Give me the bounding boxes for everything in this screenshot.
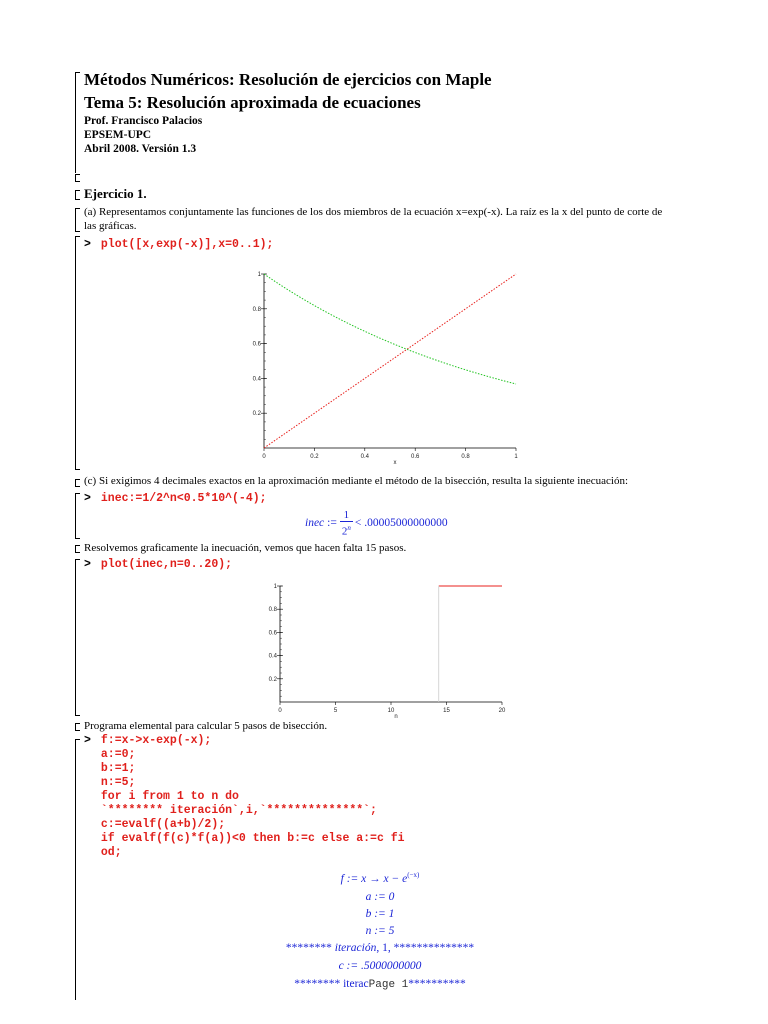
text-bracket	[75, 208, 80, 232]
x-tick-label: 0.6	[411, 454, 420, 460]
command-bisection-program[interactable]	[101, 734, 405, 860]
fraction	[340, 509, 353, 538]
x-tick-label: 0	[262, 454, 266, 460]
fraction-numerator: 1	[343, 508, 350, 521]
institution: EPSEM-UPC	[84, 129, 152, 141]
page-footer: Page 1	[368, 979, 409, 991]
code-line[interactable]: od;	[100, 846, 122, 859]
y-tick-label: 0.4	[252, 376, 261, 383]
code-line[interactable]: for i from 1 to n do	[100, 790, 239, 803]
code-line[interactable]: c:=evalf((a+b)/2);	[100, 818, 226, 831]
y-tick-label: 0.2	[268, 676, 277, 683]
date-version: Abril 2008. Versión 1.3	[84, 143, 197, 155]
author: Prof. Francisco Palacios	[84, 115, 203, 127]
x-tick-label: 0.4	[360, 454, 369, 460]
output-b: b := 1	[365, 908, 395, 920]
y-tick-label: 1	[273, 584, 277, 590]
section-bracket	[75, 72, 80, 173]
x-tick-label: 15	[443, 708, 450, 714]
paragraph-a	[84, 205, 724, 233]
output-n: n := 5	[365, 925, 395, 937]
output-c: c := .5000000000	[338, 960, 422, 972]
series-line	[264, 274, 516, 384]
series-line	[264, 274, 516, 448]
exercise-heading: Ejercicio 1.	[84, 186, 147, 201]
y-tick-label: 0.6	[252, 341, 261, 348]
plot-inequality	[250, 578, 520, 718]
x-tick-label: 0.2	[310, 454, 319, 460]
x-tick-label: 0	[278, 708, 282, 714]
code-line[interactable]: a:=0;	[100, 748, 136, 761]
command-inequality[interactable]: inec:=1/2^n<0.5*10^(-4);	[100, 492, 267, 505]
x-tick-label: 5	[333, 708, 338, 714]
x-tick-label: 0.8	[461, 454, 470, 460]
y-tick-label: 0.2	[252, 411, 261, 418]
paragraph-a-line2: las gráficas.	[84, 220, 137, 232]
x-tick-label: 10	[387, 708, 395, 714]
assign-symbol: :=	[327, 517, 337, 529]
prompt-symbol: >	[84, 734, 91, 747]
code-line[interactable]: `******** iteración`,i,`**************`;	[100, 804, 377, 817]
code-line[interactable]: if evalf(f(c)*f(a))<0 then b:=c else a:=c fi	[100, 832, 405, 845]
exec-group-bracket	[75, 236, 80, 470]
x-tick-label: 20	[498, 708, 506, 714]
inequality-rhs: < .00005000000000	[354, 517, 448, 529]
heading-bracket	[75, 190, 80, 200]
input-line-3[interactable]	[84, 554, 232, 572]
paragraph-a-line1: (a) Representamos conjuntamente las funciones de los dos miembros de la ecuación x=exp(-x). La raíz es la x del punto de corte de	[84, 206, 663, 218]
paragraph-d: Resolvemos graficamente la inecuación, vemos que hacen falta 15 pasos.	[84, 542, 407, 554]
command-plot-2[interactable]: plot(inec,n=0..20);	[100, 558, 233, 571]
output-f: f := $x \to x - e^{(-x)}$	[340, 871, 420, 885]
input-line-2[interactable]	[84, 488, 267, 506]
title-topic: Tema 5: Resolución aproximada de ecuaciones	[84, 93, 421, 112]
paragraph-e: Programa elemental para calcular 5 pasos de bisección.	[84, 720, 328, 732]
y-tick-label: 0.8	[268, 607, 277, 614]
x-axis-label: n	[394, 714, 398, 720]
prompt-symbol: >	[84, 238, 91, 251]
code-line[interactable]: n:=5;	[100, 776, 136, 789]
text-bracket	[75, 723, 80, 731]
output-var: inec	[305, 517, 325, 529]
title-main: Métodos Numéricos: Resolución de ejercicios con Maple	[84, 70, 492, 89]
x-tick-label: 1	[514, 454, 518, 460]
input-line-1[interactable]	[84, 234, 273, 252]
text-bracket	[75, 479, 80, 487]
code-line[interactable]: f:=x->x-exp(-x);	[100, 734, 212, 747]
text-bracket	[75, 545, 80, 553]
output-iteration-2: ******** iteracPage 1**********	[294, 978, 466, 991]
output-iteration-1: ******** iteración, 1, **************	[285, 942, 475, 954]
exec-group-bracket	[75, 559, 80, 716]
y-tick-label: 1	[257, 272, 261, 278]
exec-group-bracket	[75, 739, 80, 1000]
prompt-symbol: >	[84, 558, 91, 571]
plot-intersection	[240, 262, 530, 466]
fraction-denominator: 2$^n$	[340, 521, 353, 538]
code-line[interactable]: b:=1;	[100, 762, 136, 775]
y-tick-label: 0.4	[268, 653, 277, 660]
input-line-4[interactable]	[84, 734, 405, 860]
output-inequality	[305, 508, 448, 538]
command-plot-1[interactable]: plot([x,exp(-x)],x=0..1);	[100, 238, 274, 251]
paragraph-c: (c) Si exigimos 4 decimales exactos en la aproximación mediante el método de la bisección, resulta la siguiente inecuación:	[84, 475, 629, 487]
empty-group-bracket	[75, 174, 80, 182]
prompt-symbol: >	[84, 492, 91, 505]
output-a: a := 0	[365, 891, 395, 903]
x-axis-label: x	[393, 460, 397, 466]
y-tick-label: 0.8	[252, 306, 261, 313]
y-tick-label: 0.6	[268, 630, 277, 637]
exec-group-bracket	[75, 493, 80, 539]
